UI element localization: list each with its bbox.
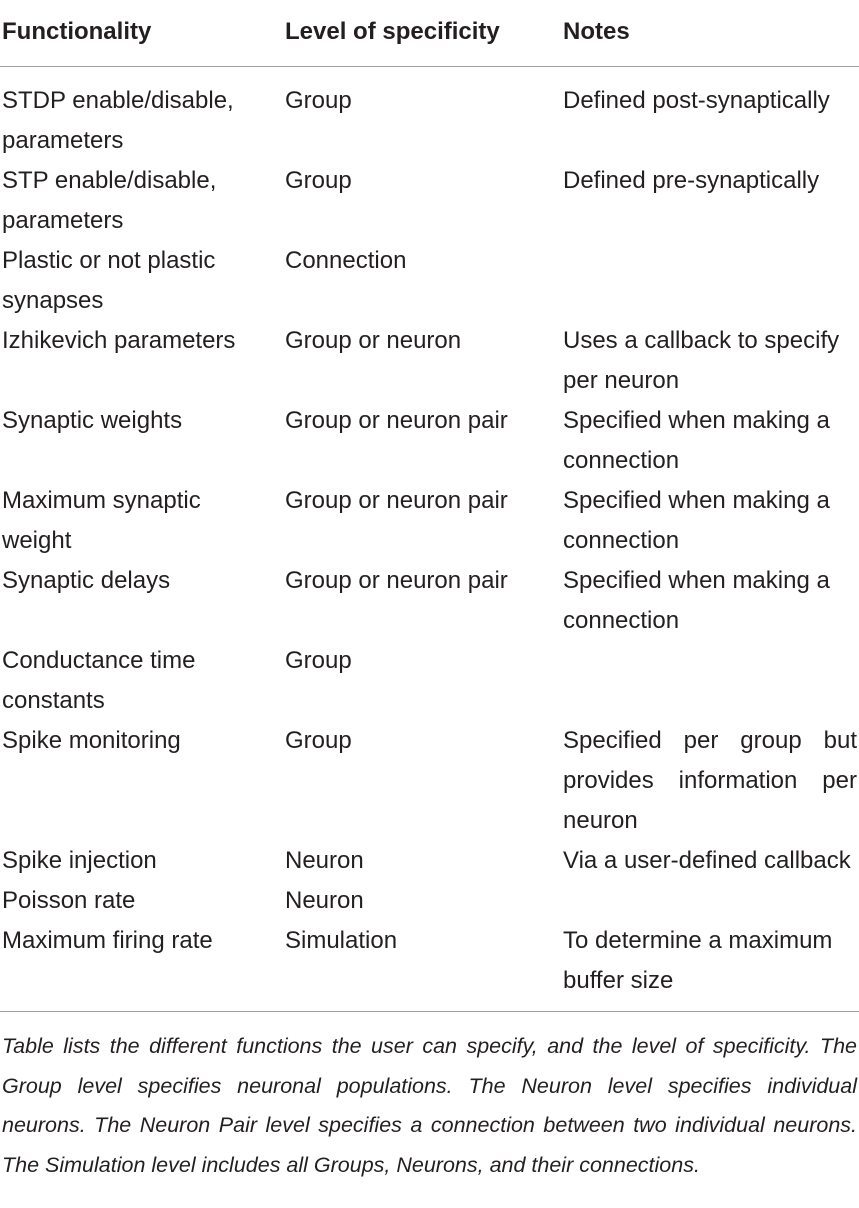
cell-notes: Specified when making a connection bbox=[563, 487, 830, 554]
cell-level: Simulation bbox=[285, 927, 398, 954]
cell-notes: Defined post-synaptically bbox=[563, 87, 830, 114]
table-row bbox=[0, 641, 859, 721]
cell-level: Group bbox=[285, 727, 352, 754]
table-row bbox=[0, 81, 859, 161]
cell-level: Neuron bbox=[285, 847, 364, 874]
cell-level: Connection bbox=[285, 247, 407, 274]
cell-level: Group bbox=[285, 167, 352, 194]
cell-functionality: STP enable/disable, parameters bbox=[2, 167, 217, 234]
cell-functionality: Spike injection bbox=[2, 847, 157, 874]
cell-level: Group bbox=[285, 647, 352, 674]
cell-functionality: Maximum firing rate bbox=[2, 927, 213, 954]
cell-functionality: Izhikevich parameters bbox=[2, 327, 236, 354]
cell-notes: Specified when making a connection bbox=[563, 567, 830, 634]
cell-notes: Specified per group but provides information per neuron bbox=[563, 727, 857, 834]
cell-level: Group or neuron pair bbox=[285, 487, 508, 514]
table-body bbox=[0, 81, 859, 1001]
cell-notes: Via a user-defined callback bbox=[563, 847, 851, 874]
cell-level: Group or neuron bbox=[285, 327, 462, 354]
cell-level: Group bbox=[285, 87, 352, 114]
table-row bbox=[0, 321, 859, 401]
table-row bbox=[0, 241, 859, 321]
cell-level: Neuron bbox=[285, 887, 364, 914]
table-row bbox=[0, 881, 859, 921]
header-notes: Notes bbox=[563, 18, 630, 45]
table-header-row bbox=[0, 0, 859, 66]
table-bottom-divider bbox=[0, 1011, 859, 1012]
cell-notes: Specified when making a connection bbox=[563, 407, 830, 474]
cell-functionality: Poisson rate bbox=[2, 887, 136, 914]
table-row bbox=[0, 161, 859, 241]
header-functionality: Functionality bbox=[2, 18, 152, 45]
cell-level: Group or neuron pair bbox=[285, 567, 508, 594]
cell-functionality: STDP enable/disable, parameters bbox=[2, 87, 234, 154]
cell-level: Group or neuron pair bbox=[285, 407, 508, 434]
table-row bbox=[0, 561, 859, 641]
cell-functionality: Conductance time constants bbox=[2, 647, 196, 714]
table-row bbox=[0, 841, 859, 881]
cell-functionality: Spike monitoring bbox=[2, 727, 181, 754]
cell-functionality: Plastic or not plastic synapses bbox=[2, 247, 216, 314]
cell-notes: To determine a maximum buffer size bbox=[563, 927, 833, 994]
cell-functionality: Synaptic weights bbox=[2, 407, 183, 434]
header-level-of-specificity: Level of specificity bbox=[285, 18, 500, 45]
header-divider bbox=[0, 66, 859, 67]
table-row bbox=[0, 481, 859, 561]
table-caption: Table lists the different functions the user can specify, and the level of specificity. The Group level specifies neuronal populations. The Neuron level specifies individual neurons. The Neuron Pair level specifies a connection between two individual neurons. The Simulation level includes all Groups, Neurons, and their connections. bbox=[2, 1034, 857, 1177]
table-row bbox=[0, 721, 859, 841]
cell-functionality: Maximum synaptic weight bbox=[2, 487, 201, 554]
table-row bbox=[0, 401, 859, 481]
cell-notes: Uses a callback to specify per neuron bbox=[563, 327, 840, 394]
table-row bbox=[0, 921, 859, 1001]
cell-functionality: Synaptic delays bbox=[2, 567, 171, 594]
cell-notes: Defined pre-synaptically bbox=[563, 167, 820, 194]
